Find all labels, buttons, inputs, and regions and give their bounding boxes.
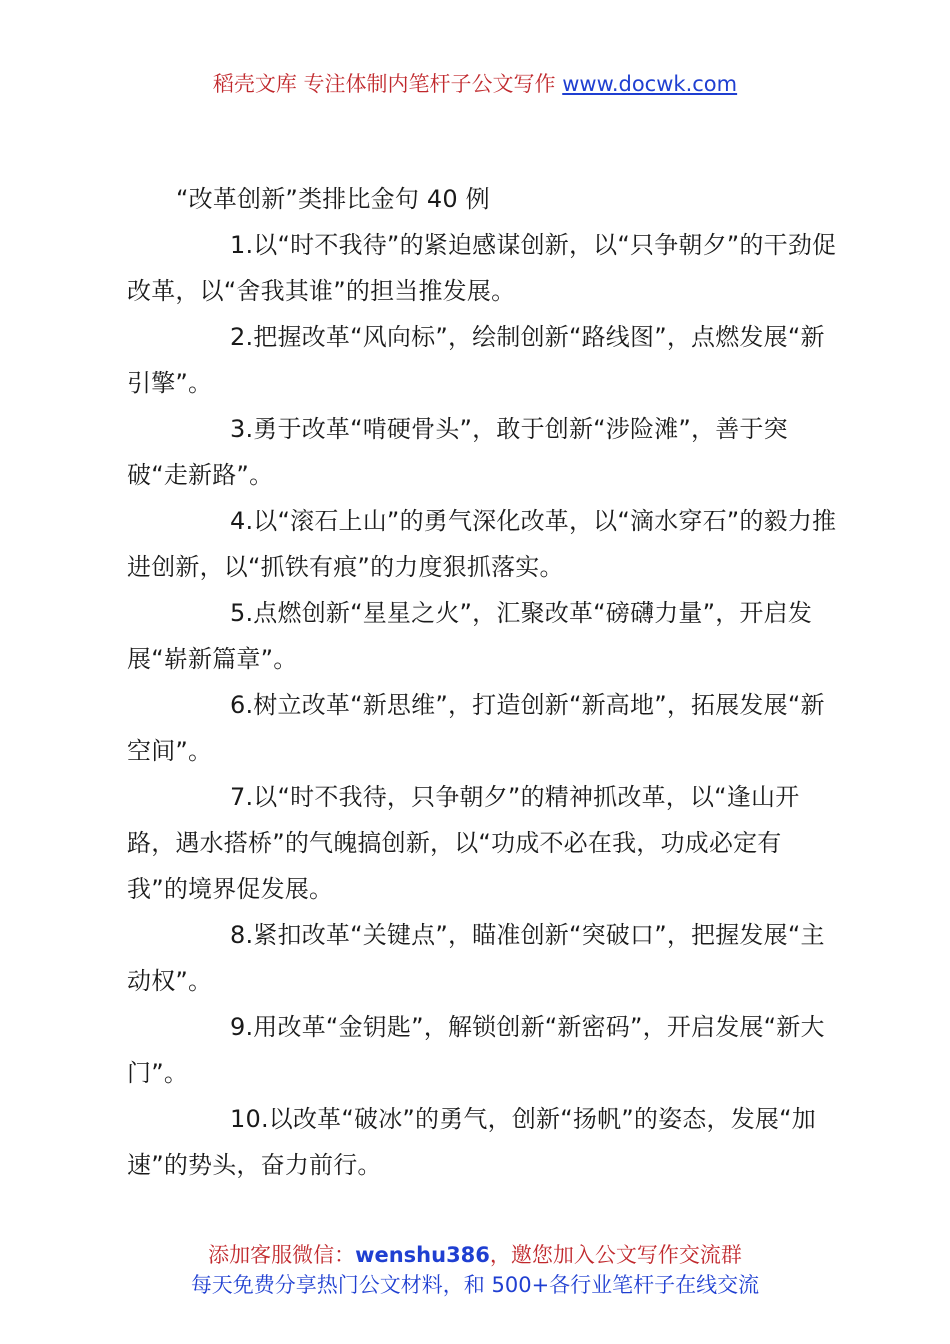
list-item: 5.点燃创新“星星之火”，汇聚改革“磅礴力量”，开启发展“崭新篇章”。: [127, 599, 813, 673]
website-link[interactable]: www.docwk.com: [562, 72, 738, 96]
list-item: 1.以“时不我待”的紧迫感谋创新，以“只争朝夕”的干劲促改革，以“舍我其谁”的担当推发展。: [127, 231, 837, 305]
document-body: [127, 176, 837, 1188]
page-header: [0, 68, 950, 100]
list-item: 4.以“滚石上山”的勇气深化改革，以“滴水穿石”的毅力推进创新，以“抓铁有痕”的力度狠抓落实。: [127, 507, 837, 581]
list-item: 9.用改革“金钥匙”，解锁创新“新密码”，开启发展“新大门”。: [127, 1013, 825, 1087]
list-item: 6.树立改革“新思维”，打造创新“新高地”，拓展发展“新空间”。: [127, 691, 825, 765]
footer-contact-line: [0, 1240, 950, 1270]
header-slogan: 稻壳文库 专注体制内笔杆子公文写作: [212, 72, 563, 96]
wechat-id: wenshu386: [355, 1243, 490, 1267]
list-item: 8.紧扣改革“关键点”，瞄准创新“突破口”，把握发展“主动权”。: [127, 921, 825, 995]
footer-contact-suffix: ，邀您加入公文写作交流群: [489, 1243, 742, 1267]
footer-contact-prefix: 添加客服微信：: [208, 1243, 356, 1267]
document-title: “改革创新”类排比金句 40 例: [176, 185, 490, 213]
list-item: 2.把握改革“风向标”，绘制创新“路线图”，点燃发展“新引擎”。: [127, 323, 825, 397]
footer-promo-line: 每天免费分享热门公文材料，和 500+各行业笔杆子在线交流: [190, 1273, 760, 1297]
page-footer: [0, 1240, 950, 1300]
list-item: 3.勇于改革“啃硬骨头”，敢于创新“涉险滩”，善于突破“走新路”。: [127, 415, 788, 489]
list-item: 10.以改革“破冰”的勇气，创新“扬帆”的姿态，发展“加速”的势头，奋力前行。: [127, 1105, 816, 1179]
list-item: 7.以“时不我待，只争朝夕”的精神抓改革，以“逢山开路，遇水搭桥”的气魄搞创新，以“功成不必在我，功成必定有我”的境界促发展。: [127, 783, 800, 903]
